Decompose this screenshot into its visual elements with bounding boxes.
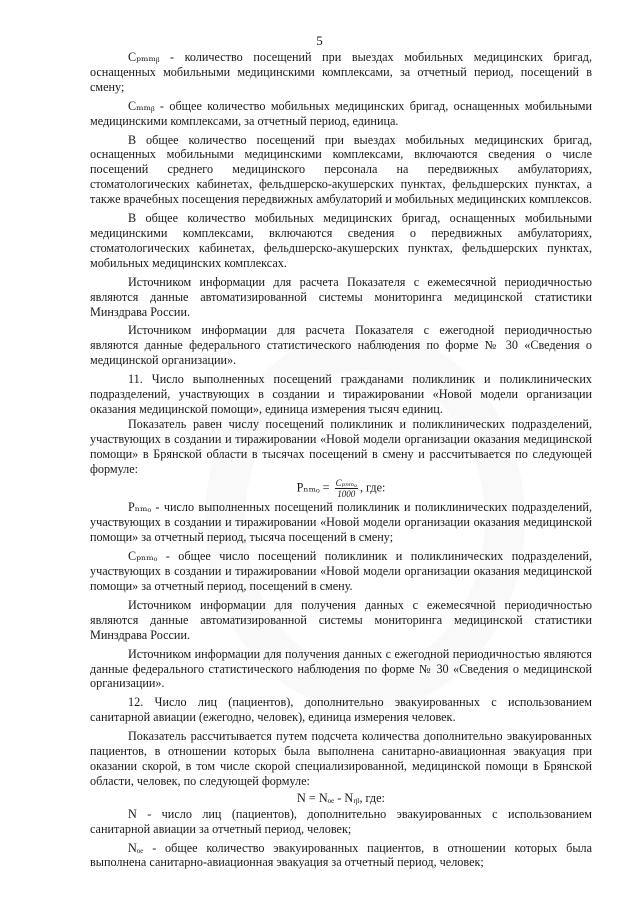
formula-pnmo-suffix: , где:	[359, 480, 386, 495]
paragraph-brigades-composition: В общее количество мобильных медицинских бригад, оснащенных мобильными медицинскими комплексами, включаются сведения о передвижных амбулаториях, стоматологических кабинетах, фельдшерско-акушерских пунктах, фельдшерских пунктах, мобильных медицинских комплексах.	[90, 211, 592, 270]
definition-c-mmb: Cₘₘᵦ - общее количество мобильных медицинских бригад, оснащенных мобильными медицинскими комплексами, за отчетный период, единица.	[90, 98, 592, 128]
definition-n-oe: Nₒₑ - общее количество эвакуированных пациентов, в отношении которых была выполнена санитарно-авиационная эвакуация за отчетный период, человек;	[90, 840, 592, 870]
definition-c-pmmb: Cₚₘₘᵦ - количество посещений при выездах мобильных медицинских бригад, оснащенных мобильными медицинскими комплексами, за отчетный период, посещений в смену;	[90, 50, 592, 94]
paragraph-annual-source-2: Источником информации для получения данных с ежегодной периодичностью являются данные федерального статистического наблюдения по форме № 30 «Сведения о медицинской организации».	[90, 646, 592, 691]
formula-pnmo-denominator: 1000	[337, 489, 356, 500]
formula-n: N = Nₒₑ - Nᵣᵦ, где:	[297, 790, 385, 805]
formula-pnmo	[90, 478, 592, 499]
paragraph-visits-composition: В общее количество посещений при выездах мобильных медицинских бригад, оснащенных мобильными медицинскими комплексами, включаются сведения о числе посещений среднего медицинского персонала на передвижных амбулаториях, стоматологических кабинетах, фельдшерско-акушерских пунктах, фельдшерских пунктах, а также врачебных посещения передвижных амбулаторий и мобильных медицинских комплексов.	[90, 132, 592, 207]
formula-pnmo-lhs: Pₙₘₒ =	[296, 480, 333, 495]
definition-p-nmo: Pₙₘₒ - число выполненных посещений поликлиник и поликлинических подразделений, участвующих в создании и тиражировании «Новой модели организации оказания медицинской помощи» за отчетный период, тысяча посещений в смену;	[90, 500, 592, 545]
definition-c-pnmo: Cₚₙₘₒ - общее число посещений поликлиник и поликлинических подразделений, участвующих в создании и тиражировании «Новой модели организации оказания медицинской помощи» за отчетный период, посещений в смену.	[90, 549, 592, 593]
page-number: 5	[316, 33, 323, 48]
formula-pnmo-numerator: Cₚₙₘₒ	[335, 478, 357, 489]
paragraph-annual-source: Источником информации для расчета Показателя с ежегодной периодичностью являются данные федерального статистического наблюдения по форме № 30 «Сведения о медицинской организации».	[90, 323, 592, 368]
definition-n: N - число лиц (пациентов), дополнительно эвакуированных с использованием санитарной авиации за отчетный период, человек;	[90, 806, 592, 836]
item-11-heading: 11. Число выполненных посещений гражданами поликлиник и поликлинических подразделений, участвующих в создании и тиражировании «Новой модели организации оказания медицинской помощи», единица измерения тысяч единиц.	[90, 372, 592, 416]
formula-pnmo-fraction	[335, 478, 358, 499]
paragraph-monthly-source: Источником информации для расчета Показателя с ежемесячной периодичностью являются данные автоматизированной системы мониторинга медицинской статистики Минздрава России.	[90, 274, 592, 319]
item-12-method: Показатель рассчитывается путем подсчета количества дополнительно эвакуированных пациентов, в отношении которых была выполнена санитарно-авиационная эвакуация при оказании скорой, в том числе скорой специализированной, медицинской помощи в Брянской области, человек, по следующей формуле:	[90, 729, 592, 788]
item-11-method: Показатель равен числу посещений поликлиник и поликлинических подразделений, участвующих в создании и тиражировании «Новой модели организации оказания медицинской помощи» в Брянской области в тысячах посещений в смену и рассчитывается по следующей формуле:	[90, 416, 592, 476]
document-body	[90, 50, 592, 870]
paragraph-monthly-source-2: Источником информации для получения данных с ежемесячной периодичностью являются данные автоматизированной системы мониторинга медицинской статистики Минздрава России.	[90, 597, 592, 642]
item-12-heading: 12. Число лиц (пациентов), дополнительно эвакуированных с использованием санитарной авиации (ежегодно, человек), единица измерения человек.	[90, 695, 592, 725]
